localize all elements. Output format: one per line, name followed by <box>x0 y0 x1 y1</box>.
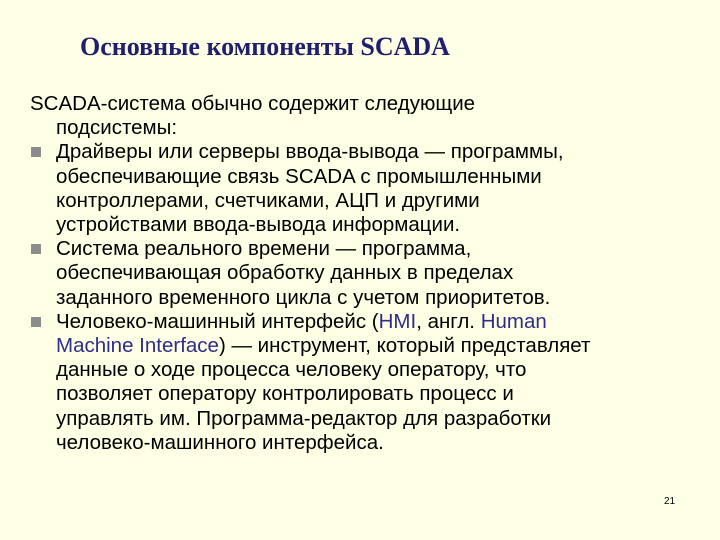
bullet-line: позволяет оператору контролировать процесс и <box>56 382 514 406</box>
page-number: 21 <box>664 496 676 507</box>
square-bullet-icon <box>31 147 41 157</box>
slide-body <box>30 92 710 455</box>
bullet-line: данные о ходе процесса человеку оператору, что <box>56 358 527 382</box>
bullet-line: Драйверы или серверы ввода-вывода — программы, <box>56 140 564 164</box>
square-bullet-icon <box>31 317 41 327</box>
bullet-line <box>56 310 710 334</box>
bullet-line: управлять им. Программа-редактор для разработки <box>56 406 552 430</box>
bullet-line: контроллерами, счетчиками, АЦП и другими <box>56 188 480 212</box>
bullet-line: Система реального времени — программа, <box>56 237 472 261</box>
bullet-item-realtime <box>30 237 710 310</box>
hmi-abbreviation: HMI <box>378 309 417 333</box>
hmi-english-term-part2: Machine Interface <box>56 334 219 358</box>
hmi-text-post: ) — инструмент, который представляет <box>218 334 591 358</box>
intro-line-2: подсистемы: <box>56 116 178 140</box>
hmi-english-term-part1: Human <box>480 309 547 333</box>
bullet-line: человеко-машинного интерфейса. <box>56 430 384 454</box>
square-bullet-icon <box>31 244 41 254</box>
slide-title: Основные компоненты SCADA <box>80 32 450 61</box>
bullet-line: заданного временного цикла с учетом приоритетов. <box>56 285 551 309</box>
bullet-line: обеспечивающие связь SCADA с промышленными <box>56 164 542 188</box>
bullet-item-drivers <box>30 140 710 237</box>
intro-line-1: SCADA-система обычно содержит следующие <box>30 92 476 115</box>
bullet-line <box>56 334 710 358</box>
bullet-line: обеспечивающая обработку данных в пределах <box>56 261 514 285</box>
bullet-line: устройствами ввода-вывода информации. <box>56 213 461 237</box>
hmi-text-mid: , англ. <box>416 309 481 333</box>
bullet-item-hmi <box>30 310 710 455</box>
hmi-text-pre: Человеко-машинный интерфейс ( <box>56 309 379 333</box>
